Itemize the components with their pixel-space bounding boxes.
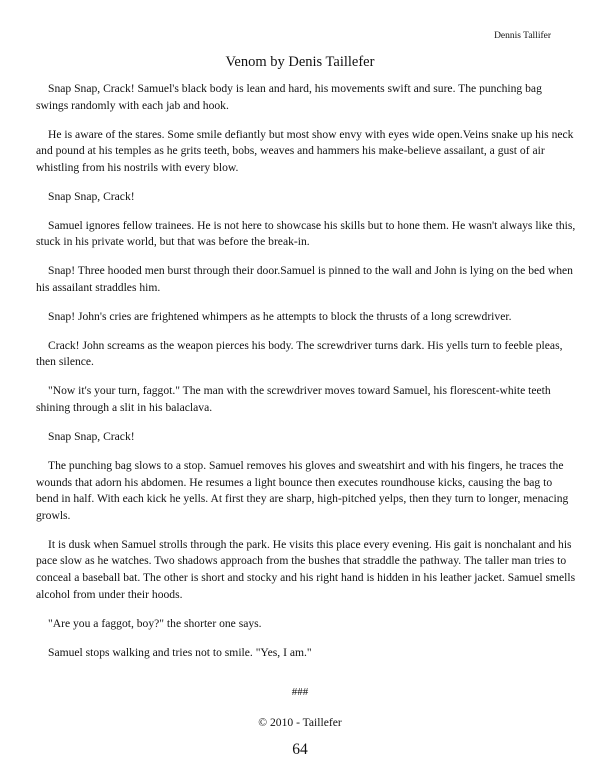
paragraph: He is aware of the stares. Some smile defiantly but most show envy with eyes wide open.Veins snake up his neck and pound at his temples as he grits teeth, bobs, weaves and hammers his make-believe assailant, a gust of air whistling from his nostrils with every blow. xyxy=(36,127,574,174)
paragraph: "Now it's your turn, faggot." The man with the screwdriver moves toward Samuel, his florescent-white teeth shining through a slit in his balaclava. xyxy=(36,384,551,415)
paragraph: "Are you a faggot, boy?" the shorter one says. xyxy=(48,616,262,630)
paragraph: Snap! Three hooded men burst through their door.Samuel is pinned to the wall and John is lying on the bed when his assailant straddles him. xyxy=(36,264,573,294)
paragraph: It is dusk when Samuel strolls through the park. He visits this place every evening. His gait is nonchalant and his pace slow as he watches. Two shadows approach from the bushes that straddle the pathway. The taller man tries to conceal a baseball bat. The other is short and stocky and his right hand is hidden in his leather jacket. Samuel smells alcohol from under their hoods. xyxy=(36,537,576,601)
paragraph: Snap! John's cries are frightened whimpers as he attempts to block the thrusts of a long screwdriver. xyxy=(48,309,512,323)
page-number: 64 xyxy=(292,741,308,758)
paragraph: Snap Snap, Crack! Samuel's black body is lean and hard, his movements swift and sure. The punching bag swings randomly with each jab and hook. xyxy=(36,82,542,112)
paragraph: The punching bag slows to a stop. Samuel removes his gloves and sweatshirt and with his fingers, he traces the wounds that adorn his abdomen. He resumes a light bounce then executes roundhouse kicks, causing the bag to bend in half. With each kick he yells. At first they are sharp, high-pitched yelps, then they turn to longer, menacing growls. xyxy=(36,459,569,522)
paragraph: Samuel stops walking and tries not to smile. "Yes, I am." xyxy=(48,645,312,659)
paragraph: Snap Snap, Crack! xyxy=(48,189,135,203)
paragraph: Crack! John screams as the weapon pierces his body. The screwdriver turns dark. His yells turn to feeble pleas, then silence. xyxy=(36,338,563,369)
section-separator: ### xyxy=(291,686,309,698)
paragraph: Samuel ignores fellow trainees. He is not here to showcase his skills but to hone them. He wasn't always like this, stuck in his private world, but that was before the break-in. xyxy=(36,218,576,249)
paragraph: Snap Snap, Crack! xyxy=(48,430,135,444)
copyright-notice: © 2010 - Taillefer xyxy=(258,716,342,729)
story-title: Venom by Denis Taillefer xyxy=(225,54,375,70)
running-header-author: Dennis Tallifer xyxy=(494,31,551,41)
story-body xyxy=(36,81,576,674)
